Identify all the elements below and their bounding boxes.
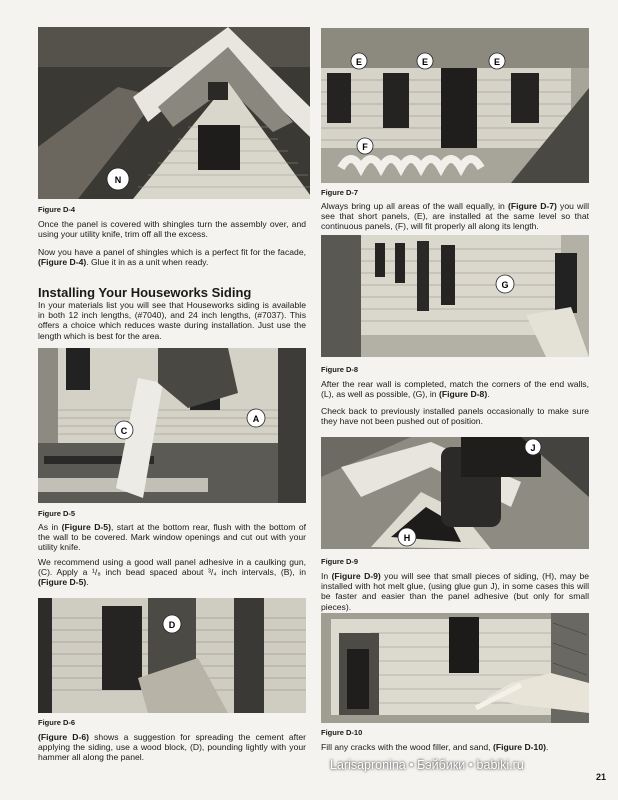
figure-d8-photo xyxy=(321,235,589,357)
figure-d4-photo xyxy=(38,27,310,199)
figure-d7-caption: Figure D-7 xyxy=(321,188,359,197)
paragraph-adhesive: We recommend using a good wall panel adhesive in a caulking gun, (C). Apply a ¹/₈ inch bead spaced about ³/₄ inch intervals, (B), in (Figure D-5). xyxy=(38,557,306,588)
figure-d6-caption: Figure D-6 xyxy=(38,718,76,727)
paragraph-match-corners: After the rear wall is completed, match the corners of the end walls, (L), as well as possible, (G), in (Figure D-8). xyxy=(321,379,589,400)
figure-d5-photo xyxy=(38,348,306,503)
section-heading-siding: Installing Your Houseworks Siding xyxy=(38,285,252,300)
figure-d4-label-n: N xyxy=(114,175,122,185)
figure-d5-label-a: A xyxy=(252,414,260,424)
figure-d10-caption: Figure D-10 xyxy=(321,728,363,737)
paragraph-materials-list: In your materials list you will see that Houseworks siding is available in both 12 inch lengths, (#7040), and 24 inch lengths, (#7037). This offers a choice which reduces waste during installation. Just use the length which is best for the area. xyxy=(38,300,306,341)
paragraph-wood-filler: Fill any cracks with the wood filler, and sand, (Figure D-10). xyxy=(321,742,549,752)
figure-d7-label-e3: E xyxy=(493,57,501,67)
paragraph-spreading-cement: (Figure D-6) shows a suggestion for spreading the cement after applying the siding, use a wood block, (D), pounding lightly with your hammer all along the panel. xyxy=(38,732,306,763)
figure-d9-label-h: H xyxy=(403,533,411,543)
figure-d10-photo xyxy=(321,613,589,723)
figure-d7-label-e2: E xyxy=(421,57,429,67)
paragraph-shingle-panel: Now you have a panel of shingles which is a perfect fit for the facade, (Figure D-4). Glue it in as a unit when ready. xyxy=(38,247,306,268)
figure-d5-caption: Figure D-5 xyxy=(38,509,76,518)
figure-d7-label-f: F xyxy=(362,142,368,152)
figure-d6-label-d: D xyxy=(168,620,176,630)
figure-d4-caption: Figure D-4 xyxy=(38,205,76,214)
page-number: 21 xyxy=(595,772,606,782)
paragraph-check-back: Check back to previously installed panels occasionally to make sure they have not been pushed out of position. xyxy=(321,406,589,427)
figure-d8-caption: Figure D-8 xyxy=(321,365,359,374)
paragraph-bottom-rear: As in (Figure D-5), start at the bottom rear, flush with the bottom of the wall to be covered. Mark window openings and cut out with your utility knife. xyxy=(38,522,307,553)
figure-d7-photo xyxy=(321,28,589,183)
figure-d9-photo xyxy=(321,437,589,549)
figure-d9-label-j: J xyxy=(530,443,536,453)
figure-d7-label-e1: E xyxy=(355,57,363,67)
figure-d5-label-c: C xyxy=(120,426,128,436)
paragraph-trim-excess: Once the panel is covered with shingles turn the assembly over, and using your utility knife, trim off all the excess. xyxy=(38,219,306,240)
paragraph-bring-up-walls: Always bring up all areas of the wall equally, in (Figure D-7) you will see that short panels, (E), are installed at the same level so that continuous panels, (F), will fit properly all along its length. xyxy=(321,201,589,232)
figure-d8-label-g: G xyxy=(501,280,509,290)
watermark: Larisapronina • Бэйбики • babiki.ru xyxy=(330,758,524,772)
paragraph-hot-melt-glue: In (Figure D-9) you will see that small pieces of siding, (H), may be installed with hot melt glue, (using glue gun J), in some cases this will be faster and easier than the panel adhesive (but only for small pieces). xyxy=(321,571,589,612)
figure-d6-photo xyxy=(38,598,306,713)
figure-d9-caption: Figure D-9 xyxy=(321,557,359,566)
